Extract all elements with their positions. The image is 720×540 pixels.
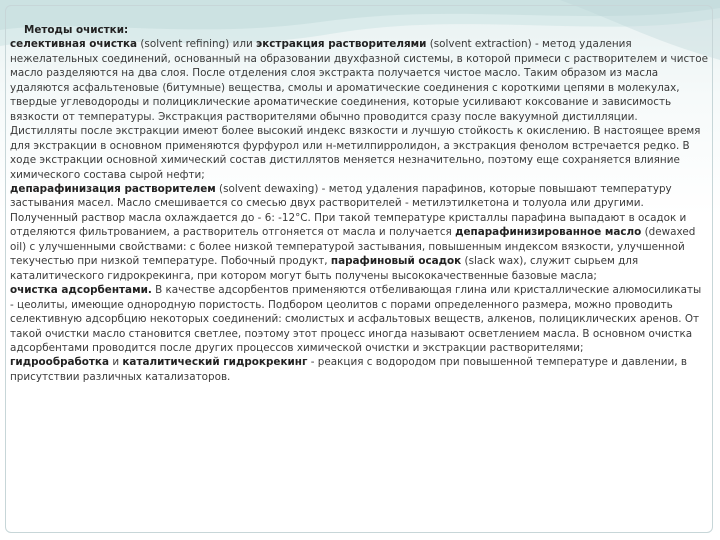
term: селективная очистка <box>10 38 138 51</box>
term: депарафинизация растворителем <box>10 182 216 195</box>
text: и <box>109 356 123 369</box>
term: гидрообработка <box>10 356 110 369</box>
term: парафиновый осадок <box>330 255 462 268</box>
text: (solvent dewaxing) - метод удаления парафинов, которые повышают температуру застывания масел. Масло смешивается со смесью двух растворителей - метилэтилкетона и толуола или другими. Полученный раствор масла охлаждается до - 6: -12°C. При такой температуре кристаллы парафина выпадают в осадок и отделяются фильтрованием, а растворитель отгоняется от масла и получается <box>10 182 687 239</box>
term: каталитический гидрокрекинг <box>122 356 308 369</box>
text: (solvent extraction) - метод удаления нежелательных соединений, основанный на образовании двухфазной системы, в которой примеси с растворителем и чистое масло разделяются на два слоя. После отделения слоя экстракта получается чистое масло. Таким образом из масла удаляются асфальтеновые (битумные) вещества, смолы и ароматические соединения с короткими цепями в молекулах, твердые углеводороды и полициклические ароматические соединения, которые усиливают коксование и зависимость вязкости от температуры. Экстракция растворителями обычно проводится сразу после вакуумной дистилляции. Дистилляты после экстракции имеют более высокий индекс вязкости и лучшую стойкость к окислению. В настоящее время для экстракции в основном применяются фурфурол или н-метилпирролидон, а экстракция фенолом встречается редко. В ходе экстракции основной химический состав дистиллятов меняется незначительно, поэтому еще сохраняется влияние химического состава сырой нефти; <box>10 38 708 181</box>
slide-content <box>10 23 708 384</box>
slide-heading: Методы очистки: <box>24 24 129 36</box>
paragraph-hydrotreating <box>10 355 708 384</box>
text: В качестве адсорбентов применяются отбеливающая глина или кристаллические алюмосиликаты - цеолиты, имеющие однородную пористость. Подбором цеолитов с порами определенного размера, можно проводить селективную адсорбцию некоторых соединений: смолистых и асфальтовых веществ, алкенов, полициклических аренов. От такой очистки масло становится светлее, поэтому этот процесс иногда называют осветлением масла. В основном очистка адсорбентами проводится после других процессов химической очистки и экстракции растворителями; <box>10 284 702 354</box>
paragraph-solvent-dewaxing <box>10 182 708 283</box>
paragraph-adsorbent-cleaning <box>10 283 708 355</box>
text: (slack wax), служит сырьем для каталитического гидрокрекинга, при котором могут быть получены высококачественные базовые масла; <box>10 255 639 282</box>
term: экстракция растворителями <box>256 38 427 51</box>
term: очистка адсорбентами. <box>10 284 152 297</box>
text: (solvent refining) или <box>137 38 257 51</box>
paragraph-selective-refining <box>10 37 708 182</box>
term: депарафинизированное масло <box>455 226 642 239</box>
text: - реакция с водородом при повышенной температуре и давлении, в присутствии различных катализаторов. <box>10 356 687 383</box>
text: (dewaxed oil) с улучшенными свойствами: с более низкой температурой застывания, повышенным индексом вязкости, улучшенной текучестью при низкой температуре. Побочный продукт, <box>10 226 696 268</box>
